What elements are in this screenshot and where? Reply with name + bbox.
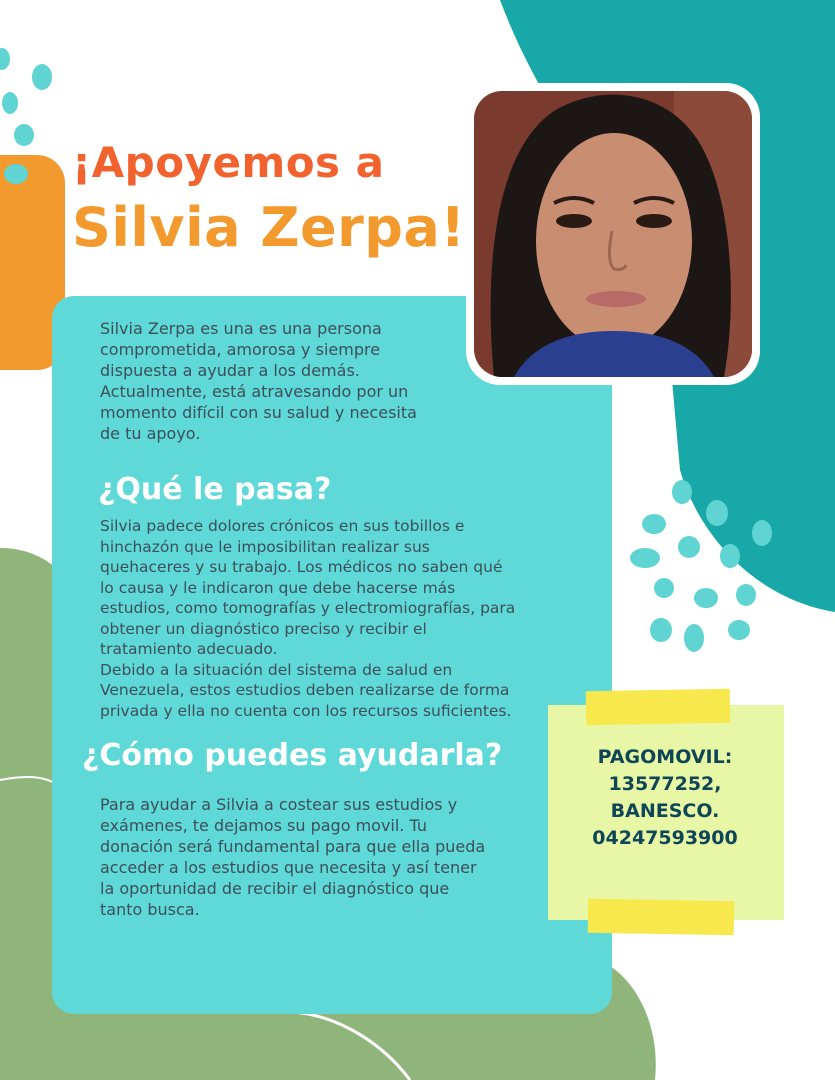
decor-dot — [650, 618, 672, 642]
decor-dot — [642, 514, 666, 534]
section-text-como-ayudar: Para ayudar a Silvia a costear sus estudios y exámenes, te dejamos su pago movil. Tu donación será fundamental para que ella pueda acceder a los estudios que necesita y así tener la oportunidad de recibir el diagnóstico que tanto busca. — [100, 795, 486, 919]
tape-bottom — [588, 899, 735, 936]
decor-dot — [14, 124, 34, 146]
title-line-1: ¡Apoyemos a — [72, 138, 385, 187]
payment-line-3: BANESCO. — [610, 800, 720, 822]
decor-dot — [630, 548, 660, 568]
payment-line-4: 04247593900 — [592, 827, 738, 849]
intro-text: Silvia Zerpa es una es una persona comprometida, amorosa y siempre dispuesta a ayudar a los demás. Actualmente, está atravesando por un momento difícil con su salud y necesita de tu apoyo. — [100, 319, 417, 443]
section-heading-que-le-pasa: ¿Qué le pasa? — [98, 472, 332, 507]
decor-dot — [684, 624, 704, 652]
title-line-2: Silvia Zerpa! — [72, 196, 466, 259]
decor-dot — [678, 536, 700, 558]
decor-dot — [32, 64, 52, 90]
decor-dot — [4, 164, 28, 184]
decor-dot — [736, 584, 756, 606]
decor-dot — [672, 480, 692, 504]
section-heading-como-ayudar: ¿Cómo puedes ayudarla? — [82, 738, 503, 773]
payment-line-1: PAGOMOVIL: — [597, 746, 733, 768]
decor-dot — [2, 92, 18, 114]
section-text-que-le-pasa: Silvia padece dolores crónicos en sus tobillos e hinchazón que le imposibilitan realizar sus quehaceres y su trabajo. Los médicos no saben qué lo causa y le indicaron que debe hacerse más estudios, como tomografías y electromiografías, para obtener un diagnóstico preciso y recibir el tratamiento adecuado. Debido a la situación del sistema de salud en Venezuela, estos estudios deben realizarse de forma privada y ella no cuenta con los recursos suficientes. — [100, 517, 516, 720]
decor-dot — [654, 578, 674, 598]
payment-line-2: 13577252, — [608, 773, 722, 795]
payment-info — [560, 744, 770, 852]
decor-dot — [752, 520, 772, 546]
decor-dot — [706, 500, 728, 526]
profile-photo — [474, 91, 752, 377]
decor-dot — [694, 588, 718, 608]
decor-dot — [728, 620, 750, 640]
portrait-illustration — [474, 91, 752, 377]
decor-dot — [720, 544, 740, 568]
tape-top — [586, 689, 731, 726]
